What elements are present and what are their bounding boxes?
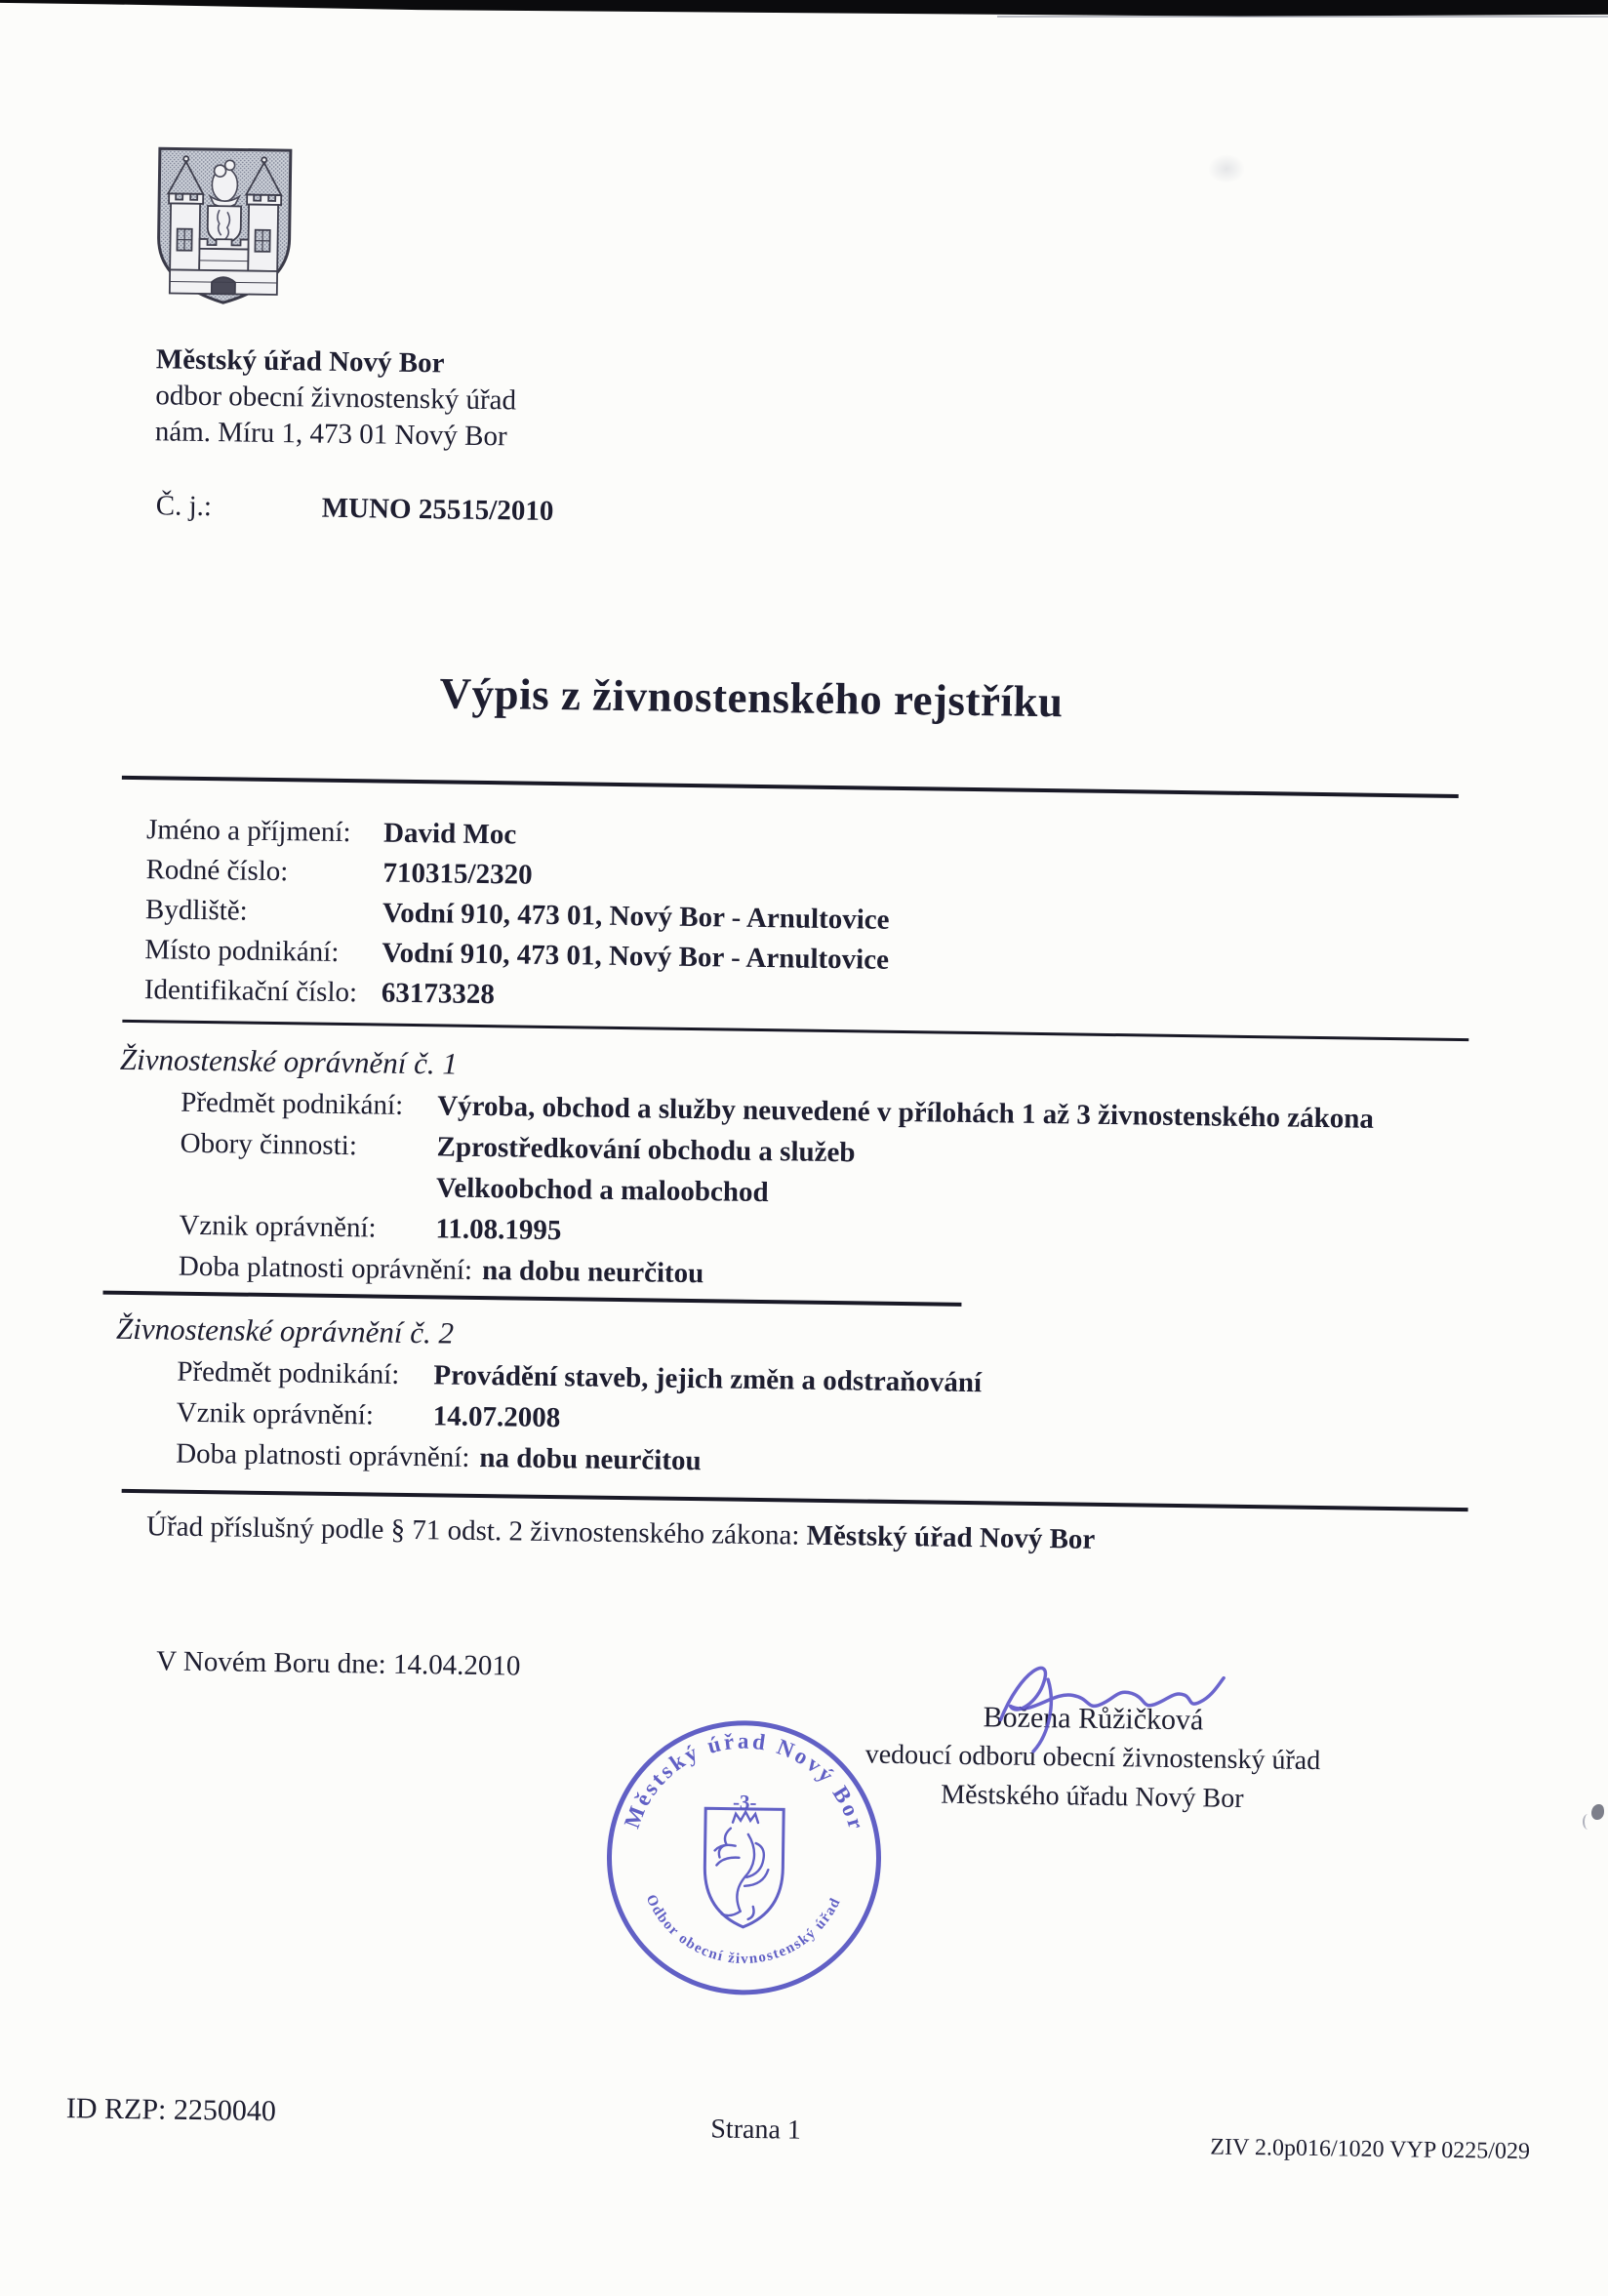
office-department: odbor obecní živnostenský úřad	[155, 378, 516, 419]
field-value: Vodní 910, 473 01, Nový Bor - Arnultovice	[382, 894, 890, 941]
reference-number-row	[156, 490, 554, 528]
scanner-artifact-line	[997, 16, 1608, 18]
license-1-details	[179, 1082, 1375, 1304]
svg-text:Městský úřad Nový Bor	[620, 1727, 871, 1834]
stamp-top-text: Městský úřad Nový Bor	[620, 1727, 871, 1834]
reference-value: MUNO 25515/2010	[322, 493, 554, 528]
competent-authority-line	[146, 1505, 1096, 1561]
footer-page-number: Strana 1	[633, 2113, 877, 2147]
field-label: Vznik oprávnění:	[177, 1392, 434, 1437]
footer-form-code: ZIV 2.0p016/1020 VYP 0225/029	[1210, 2135, 1530, 2166]
ink-blot-curve	[1583, 1814, 1593, 1830]
license-2-details	[176, 1351, 982, 1486]
license-1-heading: Živnostenské oprávnění č. 1	[120, 1042, 459, 1082]
field-value: Provádění staveb, jejich změn a odstraňování	[433, 1354, 982, 1403]
field-value: na dobu neurčitou	[479, 1437, 702, 1481]
signatory-role: vedoucí odboru obecní živnostenský úřad	[859, 1735, 1328, 1781]
field-label: Předmět podnikání:	[181, 1082, 438, 1127]
ink-blot	[1583, 1800, 1604, 1830]
official-stamp	[595, 1710, 892, 2006]
field-value: 14.07.2008	[432, 1395, 560, 1438]
field-value: David Moc	[383, 814, 517, 856]
field-label: Vznik oprávnění:	[179, 1205, 436, 1250]
svg-text:Odbor obecní živnostenský úřad	[642, 1892, 845, 1968]
field-label: Identifikační číslo:	[144, 970, 382, 1013]
footer-id-rzp: ID RZP: 2250040	[66, 2092, 276, 2128]
field-label: Jméno a příjmení:	[146, 810, 384, 853]
field-value: 710315/2320	[382, 854, 533, 896]
field-label: Rodné číslo:	[145, 850, 383, 893]
letterhead	[155, 342, 517, 455]
activity-item: Zprostředkování obchodu a služeb	[436, 1126, 855, 1173]
stamp-number: -3-	[733, 1791, 757, 1814]
field-label: Obory činnosti:	[180, 1123, 437, 1209]
field-value: 11.08.1995	[435, 1208, 561, 1251]
ink-blot-dot	[1591, 1804, 1604, 1820]
field-value: na dobu neurčitou	[482, 1250, 704, 1294]
issue-date-line: V Novém Boru dne: 14.04.2010	[156, 1645, 521, 1682]
field-label: Doba platnosti oprávnění:	[176, 1433, 470, 1478]
person-details	[144, 810, 891, 1021]
field-label: Místo podnikání:	[144, 930, 382, 973]
activity-item: Velkoobchod a maloobchod	[436, 1167, 855, 1214]
coat-of-arms	[154, 144, 295, 307]
office-name: Městský úřad Nový Bor	[156, 342, 517, 383]
office-address: nám. Míru 1, 473 01 Nový Bor	[155, 414, 516, 455]
authority-label: Úřad příslušný podle § 71 odst. 2 živnostenského zákona:	[146, 1511, 800, 1551]
reference-label: Č. j.:	[156, 490, 322, 524]
signatory-name: Božena Růžičková	[859, 1696, 1328, 1742]
field-value	[436, 1126, 856, 1214]
stamp-bottom-text: Odbor obecní živnostenský úřad	[642, 1892, 845, 1968]
field-label: Bydliště:	[145, 890, 383, 933]
title-underline	[122, 776, 1459, 798]
field-value: Vodní 910, 473 01, Nový Bor - Arnultovice	[382, 934, 889, 981]
handwritten-signature	[990, 1649, 1236, 1759]
field-label: Doba platnosti oprávnění:	[179, 1246, 473, 1291]
section-divider	[122, 1020, 1468, 1041]
signatory-org: Městského úřadu Nový Bor	[858, 1774, 1327, 1820]
document-title: Výpis z živnostenského rejstříku	[117, 664, 1387, 732]
field-label: Předmět podnikání:	[177, 1351, 434, 1396]
authority-value: Městský úřad Nový Bor	[806, 1520, 1095, 1555]
field-value: Výroba, obchod a služby neuvedené v přílohách 1 až 3 živnostenského zákona	[437, 1085, 1374, 1139]
field-value: 63173328	[382, 974, 496, 1016]
license-2-heading: Živnostenské oprávnění č. 2	[116, 1311, 455, 1351]
